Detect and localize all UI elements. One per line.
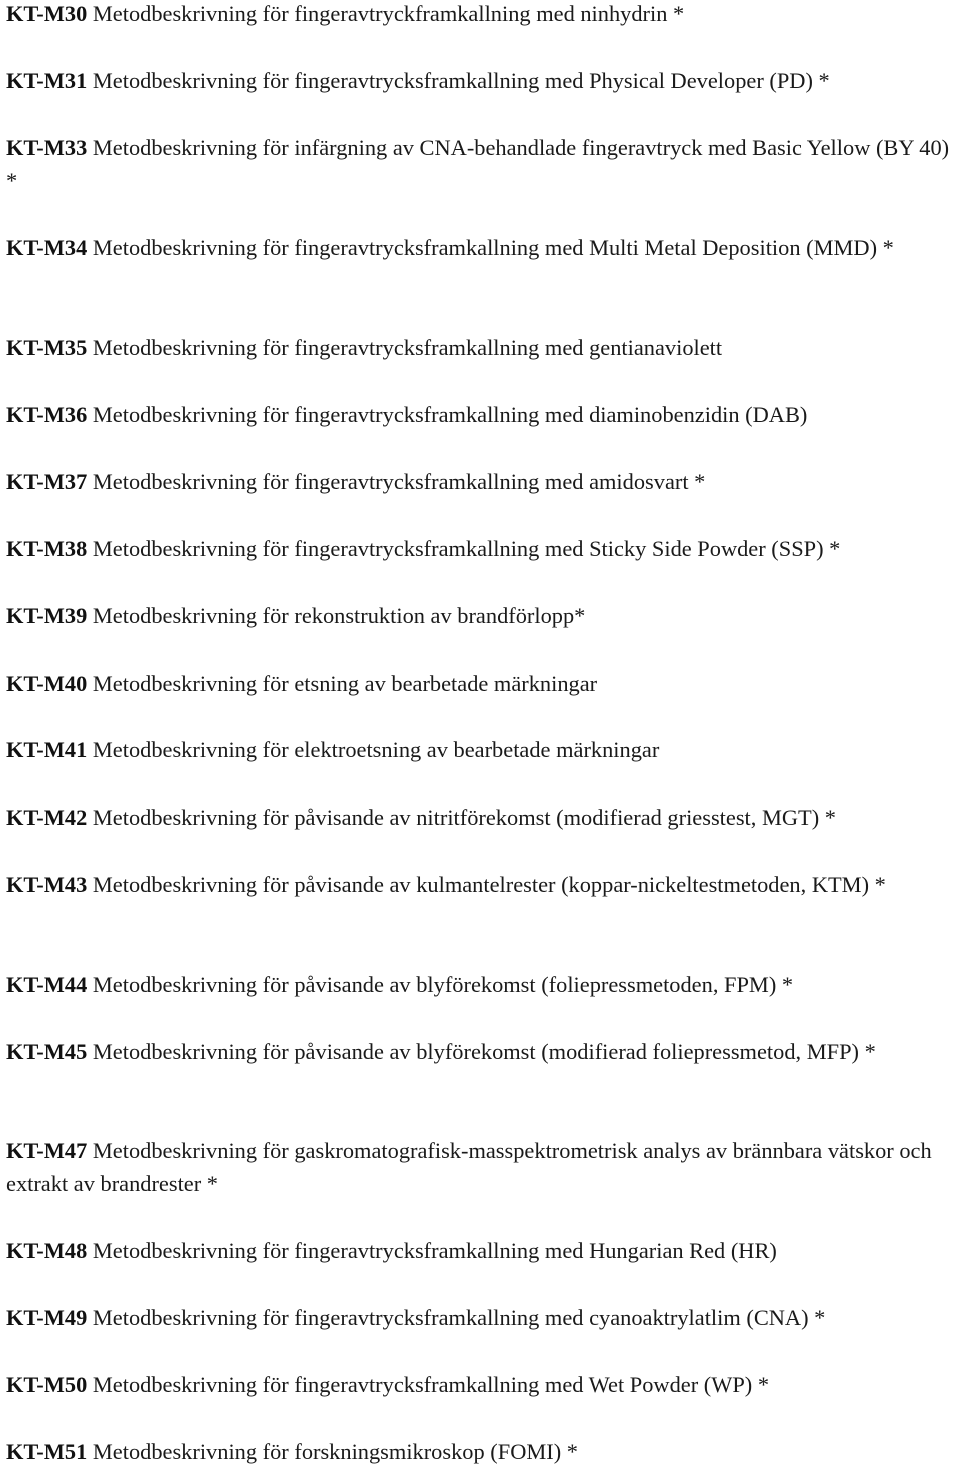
method-code: KT-M40 xyxy=(6,671,88,696)
method-title: Metodbeskrivning för fingeravtrycksframkallning med Physical Developer (PD) * xyxy=(87,68,830,93)
method-code: KT-M49 xyxy=(6,1305,88,1330)
method-code: KT-M39 xyxy=(6,603,88,628)
list-item xyxy=(6,64,956,97)
method-code: KT-M44 xyxy=(6,972,88,997)
method-title: Metodbeskrivning för fingeravtryckframkallning med ninhydrin * xyxy=(87,1,685,26)
method-code: KT-M50 xyxy=(6,1372,88,1397)
method-title: Metodbeskrivning för påvisande av nitritförekomst (modifierad griesstest, MGT) * xyxy=(87,805,836,830)
list-item xyxy=(6,331,956,364)
method-title: Metodbeskrivning för fingeravtrycksframkallning med Hungarian Red (HR) xyxy=(87,1238,777,1263)
method-title: Metodbeskrivning för fingeravtrycksframkallning med diaminobenzidin (DAB) xyxy=(87,402,808,427)
list-item xyxy=(6,1301,956,1334)
list-item xyxy=(6,1134,956,1200)
method-title: Metodbeskrivning för elektroetsning av bearbetade märkningar xyxy=(87,737,660,762)
method-code: KT-M45 xyxy=(6,1039,88,1064)
method-code: KT-M51 xyxy=(6,1439,88,1464)
list-item xyxy=(6,599,956,632)
method-title: Metodbeskrivning för påvisande av blyförekomst (foliepressmetoden, FPM) * xyxy=(87,972,794,997)
list-item xyxy=(6,532,956,565)
list-item xyxy=(6,1035,956,1068)
method-code: KT-M38 xyxy=(6,536,88,561)
list-item xyxy=(6,1234,956,1267)
method-title: Metodbeskrivning för fingeravtrycksframkallning med amidosvart * xyxy=(87,469,706,494)
method-code: KT-M30 xyxy=(6,1,88,26)
method-title: Metodbeskrivning för rekonstruktion av brandförlopp* xyxy=(87,603,586,628)
list-item xyxy=(6,131,956,197)
method-title: Metodbeskrivning för etsning av bearbetade märkningar xyxy=(87,671,598,696)
method-title: Metodbeskrivning för infärgning av CNA-behandlade fingeravtryck med Basic Yellow (BY 40) * xyxy=(6,135,950,193)
method-code: KT-M41 xyxy=(6,737,88,762)
method-title: Metodbeskrivning för påvisande av blyförekomst (modifierad foliepressmetod, MFP) * xyxy=(87,1039,876,1064)
method-code: KT-M35 xyxy=(6,335,88,360)
method-code: KT-M37 xyxy=(6,469,88,494)
list-item xyxy=(6,1368,956,1401)
method-title: Metodbeskrivning för gaskromatografisk-masspektrometrisk analys av brännbara vätskor och extrakt av brandrester * xyxy=(6,1138,932,1196)
method-code: KT-M36 xyxy=(6,402,88,427)
method-code: KT-M43 xyxy=(6,872,88,897)
list-item xyxy=(6,801,956,834)
list-item xyxy=(6,733,956,766)
list-item xyxy=(6,231,956,264)
method-code: KT-M42 xyxy=(6,805,88,830)
list-item xyxy=(6,968,956,1001)
method-code: KT-M31 xyxy=(6,68,88,93)
method-title: Metodbeskrivning för fingeravtrycksframkallning med gentianaviolett xyxy=(87,335,723,360)
list-item xyxy=(6,868,956,901)
method-title: Metodbeskrivning för påvisande av kulmantelrester (koppar-nickeltestmetoden, KTM) * xyxy=(87,872,886,897)
method-title: Metodbeskrivning för forskningsmikroskop (FOMI) * xyxy=(87,1439,578,1464)
method-title: Metodbeskrivning för fingeravtrycksframkallning med Wet Powder (WP) * xyxy=(87,1372,770,1397)
method-code: KT-M47 xyxy=(6,1138,88,1163)
method-title: Metodbeskrivning för fingeravtrycksframkallning med Multi Metal Deposition (MMD) * xyxy=(87,235,894,260)
list-item xyxy=(6,398,956,431)
method-code: KT-M48 xyxy=(6,1238,88,1263)
list-item xyxy=(6,0,956,30)
list-item xyxy=(6,1435,956,1468)
method-title: Metodbeskrivning för fingeravtrycksframkallning med cyanoaktrylatlim (CNA) * xyxy=(87,1305,826,1330)
list-item xyxy=(6,465,956,498)
method-code: KT-M34 xyxy=(6,235,88,260)
list-item xyxy=(6,667,956,700)
method-title: Metodbeskrivning för fingeravtrycksframkallning med Sticky Side Powder (SSP) * xyxy=(87,536,841,561)
method-code: KT-M33 xyxy=(6,135,88,160)
